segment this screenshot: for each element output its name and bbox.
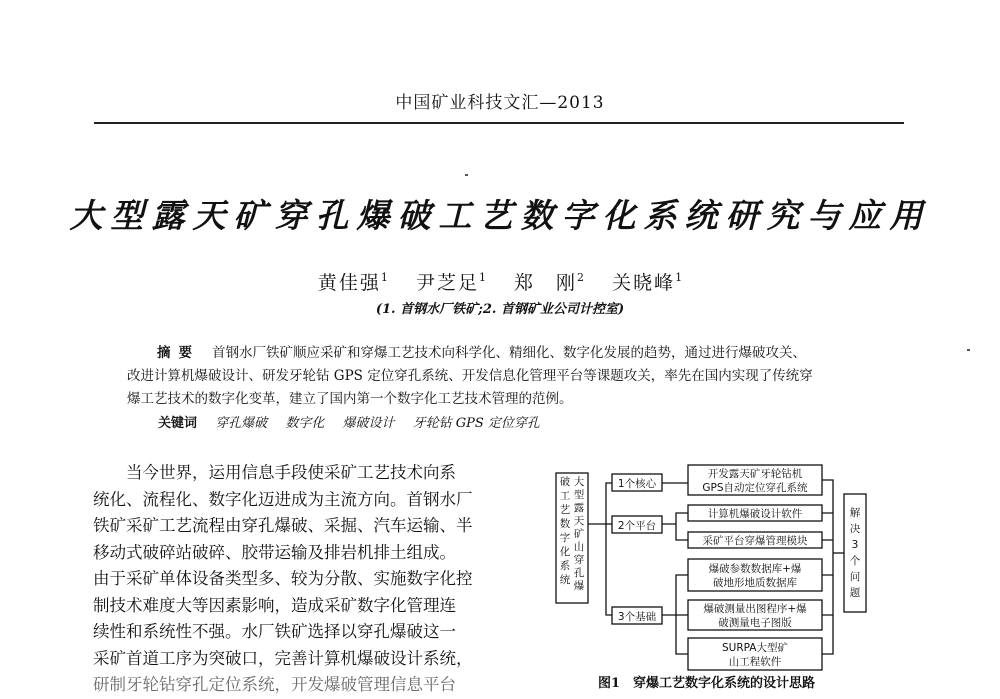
right-box-char: 解: [849, 507, 861, 519]
author: [514, 268, 584, 295]
connector-bracket: [822, 480, 833, 654]
keyword: 数字化: [285, 416, 325, 431]
author-name: 尹芝足: [415, 272, 479, 294]
left-box-char: 矿: [573, 528, 585, 540]
left-box-char: 孔: [573, 567, 585, 579]
body-line: 铁矿采矿工艺流程由穿孔爆破、采掘、汽车运输、半: [93, 516, 473, 535]
right-box-char: 决: [849, 523, 861, 535]
abstract-line: 爆工艺技术的数字化变革，建立了国内第一个数字化工艺技术管理的范例。: [127, 391, 573, 407]
module-gps-line1: 开发露天矿牙轮钻机: [707, 468, 803, 480]
left-box-char: 化: [559, 546, 571, 558]
module-database-line2: 破地形地质数据库: [713, 577, 797, 589]
left-box-char: 大: [573, 476, 585, 488]
diagram-svg: [550, 462, 870, 682]
left-box-char: 山: [573, 541, 585, 553]
module-gps-line2: GPS自动定位穿孔系统: [702, 482, 808, 494]
author-name: 关晓峰: [612, 272, 676, 294]
connector-base-modules: [662, 575, 688, 654]
module-management-label: 采矿平台穿爆管理模块: [702, 535, 808, 547]
left-box-char: 天: [573, 515, 585, 527]
abstract-text: 首钢水厂铁矿顺应采矿和穿爆工艺技术向科学化、精细化、数字化发展的趋势，通过进行爆破攻关、: [212, 345, 806, 361]
module-design-label: 计算机爆破设计软件: [707, 508, 803, 520]
body-line: 当今世界，运用信息手段使采矿工艺技术向系: [126, 463, 456, 482]
right-box-char: 问: [849, 571, 861, 583]
running-head: 中国矿业科技文汇—2013: [395, 93, 605, 113]
abstract: [127, 342, 887, 411]
author-affiliation-mark: 2: [577, 271, 585, 284]
body-line: 移动式破碎站破碎、胶带运输及排岩机排土组成。: [93, 542, 456, 562]
module-survey-line1: 爆破测量出图程序+爆: [703, 603, 807, 615]
keyword: 牙轮钻 GPS 定位穿孔: [412, 416, 540, 431]
body-line: 研制牙轮钻穿孔定位系统，开发爆破管理信息平台: [93, 675, 456, 694]
author: [416, 268, 486, 295]
left-box-char: 型: [573, 489, 585, 501]
body-line: 由于采矿单体设备类型多、较为分散、实施数字化控: [93, 569, 473, 588]
left-box-char: 爆: [573, 580, 585, 592]
author-affiliation-mark: 1: [380, 271, 388, 284]
keywords-label: 关键词: [158, 416, 198, 431]
affiliation: (1. 首钢水厂铁矿;2. 首钢矿业公司计控室): [375, 302, 625, 317]
base-label: 3个基础: [617, 611, 657, 623]
abstract-line: 改进计算机爆破设计、研发牙轮钻 GPS 定位穿孔系统、开发信息化管理平台等课题攻关，率先在国内实现了传统穿: [127, 368, 813, 384]
header-rule: [94, 122, 904, 124]
module-database-line1: 爆破参数数据库+爆: [708, 563, 802, 575]
right-box-char: 题: [849, 587, 861, 599]
author-affiliation-mark: 1: [675, 271, 683, 284]
module-surpa-line1: SURPA大型矿: [722, 642, 788, 654]
author: [612, 268, 682, 295]
abstract-line: [127, 342, 887, 365]
keyword: 穿孔爆破: [215, 416, 268, 431]
figure-caption: 图1 穿爆工艺数字化系统的设计思路: [598, 676, 816, 691]
body-line: 统化、流程化、数字化迈进成为主流方向。首钢水厂: [93, 489, 473, 509]
left-box-char: 艺: [559, 504, 571, 516]
body-line: 制技术难度大等因素影响，造成采矿数字化管理连: [93, 595, 456, 615]
platform-label: 2个平台: [617, 520, 657, 532]
connector-base: [606, 524, 612, 615]
scan-speck: [967, 349, 970, 351]
left-box-char: 穿: [573, 554, 585, 566]
body-paragraph: [93, 460, 488, 699]
abstract-label: 摘要: [157, 345, 200, 361]
body-line: 采矿首道工序为突破口，完善计算机爆破设计系统，: [93, 648, 473, 668]
left-box-char: 系: [559, 560, 571, 572]
left-box-char: 字: [559, 532, 571, 544]
right-box-char: 3: [851, 539, 859, 551]
system-design-diagram: [550, 462, 870, 682]
core-label: 1个核心: [617, 478, 657, 490]
author-list: [0, 268, 1000, 295]
keyword: 爆破设计: [342, 416, 395, 431]
author-affiliation-mark: 1: [478, 271, 486, 284]
left-box-char: 统: [559, 574, 571, 586]
keywords: [158, 412, 554, 431]
left-box-char: 工: [559, 490, 571, 502]
module-surpa-line2: 山工程软件: [728, 656, 782, 668]
left-box-char: 露: [573, 502, 585, 514]
body-line: 续性和系统性不强。水厂铁矿选择以穿孔爆破这一: [93, 622, 456, 641]
left-box-char: 数: [559, 518, 571, 530]
right-box-char: 个: [849, 555, 861, 567]
connector-platform-modules: [662, 513, 688, 540]
scan-speck: [465, 174, 468, 176]
author: [318, 268, 388, 295]
author-name: 黄佳强: [317, 272, 381, 294]
paper-title: 大型露天矿穿孔爆破工艺数字化系统研究与应用: [69, 196, 931, 235]
left-box-char: 破: [559, 476, 571, 488]
author-name: 郑 刚: [514, 272, 578, 294]
connector-core: [588, 483, 612, 524]
module-survey-line2: 破测量电子图版: [718, 617, 792, 629]
